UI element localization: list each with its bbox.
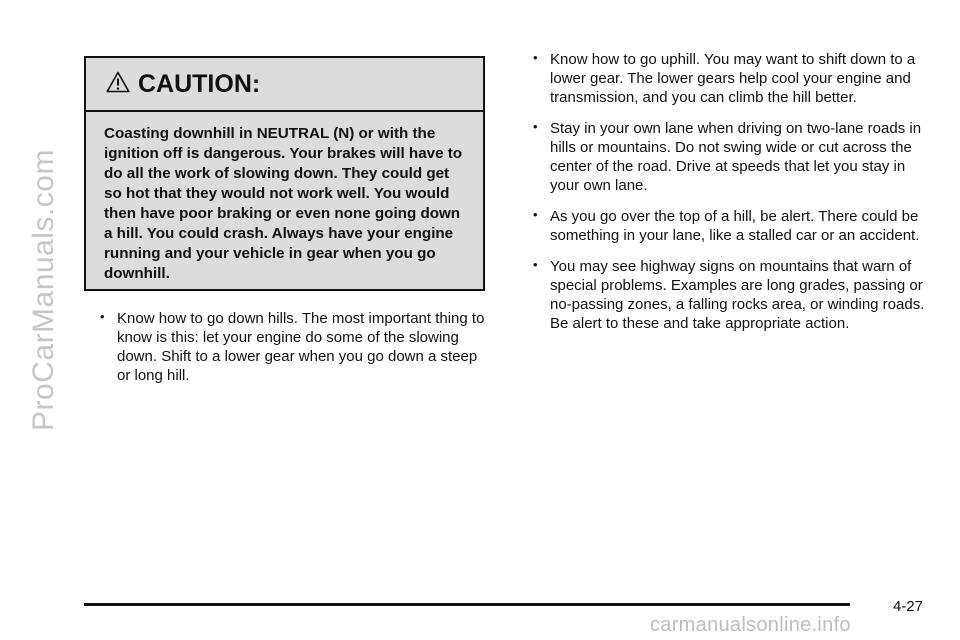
side-watermark: ProCarManuals.com (27, 149, 60, 431)
page-number: 4-27 (893, 598, 924, 615)
list-item-text: You may see highway signs on mountains that warn of special problems. Examples are long grades, passing or no-passing zones, a falling rocks area, or winding roads. Be alert to these and take appropriate action. (550, 258, 925, 332)
list-item (533, 119, 933, 195)
bullet-icon: • (533, 207, 538, 222)
list-item (100, 309, 492, 385)
left-bullet-list (100, 309, 492, 397)
list-item (533, 257, 933, 333)
list-item-text: Stay in your own lane when driving on two-lane roads in hills or mountains. Do not swing wide or cut across the center of the road. Drive at speeds that let you stay in your own lane. (550, 120, 922, 194)
caution-text: Coasting downhill in NEUTRAL (N) or with the ignition off is dangerous. Your brakes will have to do all the work of slowing down. They could get so hot that they would not work well. You would then have poor braking or even none going down a hill. You could crash. Always have your engine running and your vehicle in gear when you go downhill. (104, 125, 463, 282)
list-item (533, 207, 933, 245)
right-bullet-list (533, 50, 933, 345)
bullet-icon: • (533, 50, 538, 65)
list-item (533, 50, 933, 107)
warning-triangle-icon (106, 71, 130, 93)
caution-header (86, 58, 483, 112)
footer-rule (84, 603, 850, 606)
list-item-text: Know how to go uphill. You may want to shift down to a lower gear. The lower gears help cool your engine and transmission, and you can climb the hill better. (550, 51, 916, 106)
list-item-text: Know how to go down hills. The most important thing to know is this: let your engine do some of the slowing down. Shift to a lower gear when you go down a steep or long hill. (117, 310, 485, 384)
bullet-icon: • (533, 119, 538, 134)
bottom-watermark: carmanualsonline.info (650, 614, 851, 636)
caution-title: CAUTION: (138, 69, 261, 98)
list-item-text: As you go over the top of a hill, be alert. There could be something in your lane, like a stalled car or an accident. (550, 208, 920, 244)
bullet-icon: • (100, 309, 105, 324)
caution-box (84, 56, 485, 291)
bullet-icon: • (533, 257, 538, 272)
